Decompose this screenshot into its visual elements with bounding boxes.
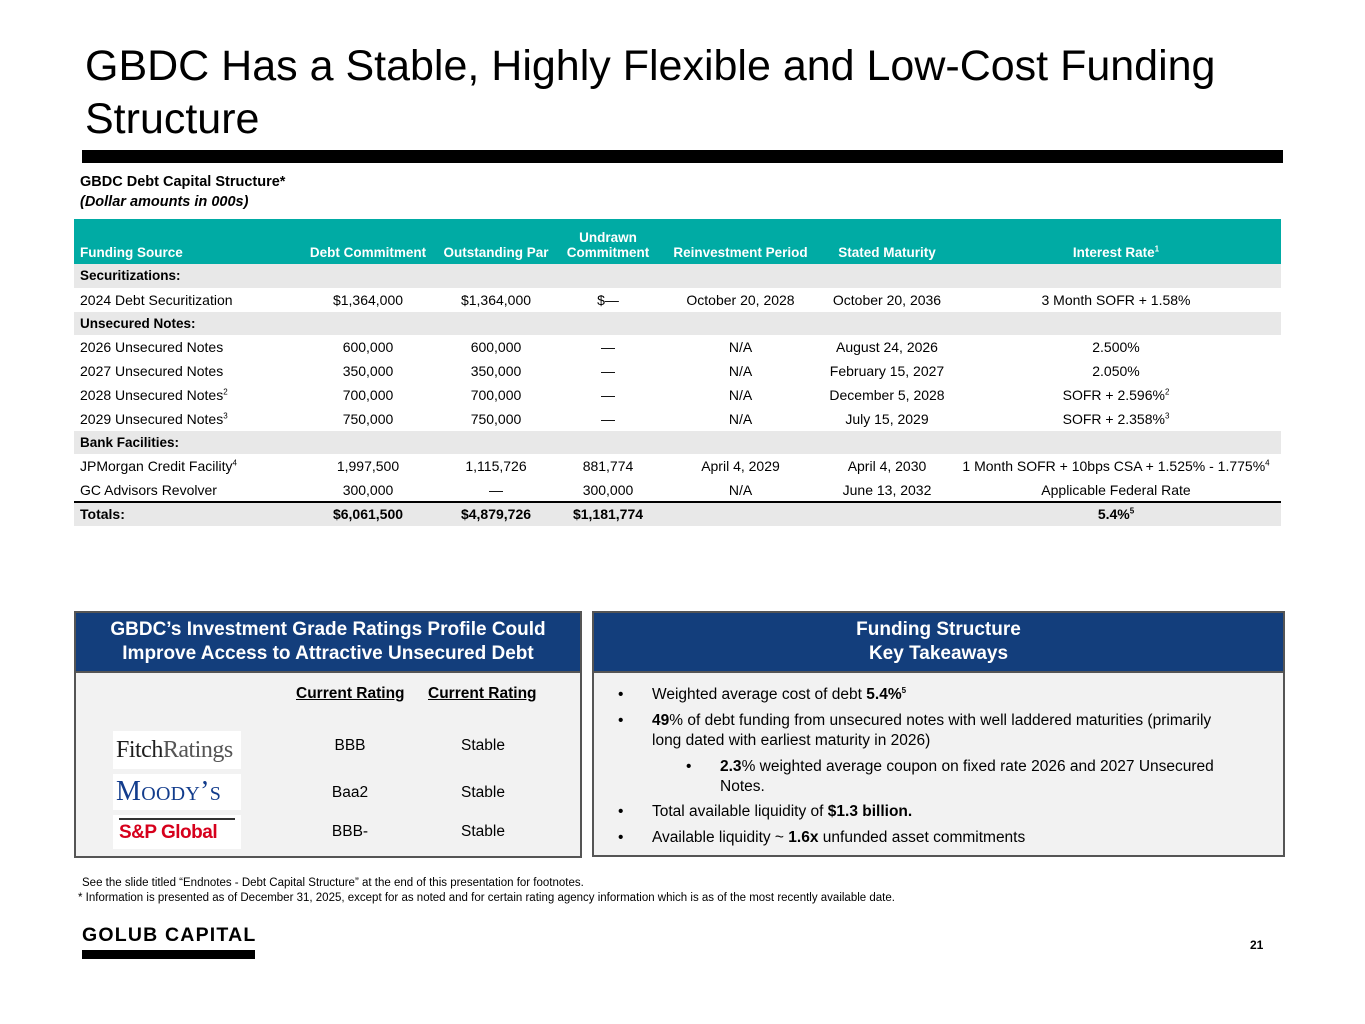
bullet-text: [652, 828, 1025, 848]
bullet-bold: $1.3 billion.: [827, 803, 913, 820]
section-subtitle: (Dollar amounts in 000s): [80, 194, 249, 210]
header-outstanding-par: Outstanding Par: [434, 219, 558, 264]
header-stated-maturity: Stated Maturity: [823, 219, 951, 264]
rate-label: 1 Month SOFR + 10bps CSA + 1.525% - 1.775%: [962, 458, 1266, 475]
footnote-ref: 3: [223, 411, 228, 421]
group-label: Bank Facilities:: [74, 431, 302, 455]
ratings-panel: [74, 611, 582, 858]
cell-commitment: 700,000: [342, 386, 394, 403]
bullet-bold: 5.4%: [866, 686, 902, 703]
table-row: [74, 335, 1281, 359]
cell-source: GC Advisors Revolver: [80, 481, 217, 498]
cell-undrawn: —: [601, 363, 615, 380]
cell-commitment: 350,000: [342, 363, 394, 380]
footnote-line-1: See the slide titled “Endnotes - Debt Capital Structure” at the end of this presentation for footnotes.: [82, 877, 584, 889]
bullet-bold: 49: [652, 712, 670, 729]
takeaways-panel-heading: [594, 613, 1283, 673]
totals-label: Totals:: [74, 502, 302, 526]
fitch-ratings-logo: [113, 731, 241, 769]
golub-capital-logo: GOLUB CAPITAL: [82, 924, 257, 946]
bullet-icon: •: [618, 712, 624, 729]
table-row: [74, 454, 1281, 478]
cell-undrawn: —: [601, 386, 615, 403]
bullet-text: [652, 711, 1211, 731]
totals-row: [74, 502, 1281, 526]
logo-underline: [82, 950, 255, 959]
bullet-continuation: Notes.: [720, 778, 765, 795]
cell-reinvestment: N/A: [728, 410, 753, 427]
table-header-row: [74, 219, 1281, 264]
bullet-icon: •: [618, 803, 624, 820]
footnote-ref: 5: [901, 685, 907, 695]
bullet-plain: Available liquidity ~: [652, 829, 789, 846]
bullet-icon: •: [618, 686, 624, 703]
cell-reinvestment: N/A: [728, 481, 753, 498]
bullet-text: [720, 757, 1214, 777]
cell-reinvestment: October 20, 2028: [686, 291, 795, 308]
bullet-icon: •: [686, 758, 692, 775]
cell-maturity: April 4, 2030: [847, 458, 927, 475]
takeaways-panel: [592, 611, 1285, 857]
bullet-plain: % weighted average coupon on fixed rate 2026 and 2027 Unsecured: [741, 758, 1214, 775]
outlook-column-header: Current Rating: [428, 685, 537, 702]
moodys-outlook: Stable: [461, 784, 505, 801]
cell-rate: 3 Month SOFR + 1.58%: [1041, 291, 1191, 308]
cell-outstanding: 350,000: [470, 363, 522, 380]
bullet-plain: Weighted average cost of debt: [652, 686, 867, 703]
table-row: [74, 288, 1281, 312]
cell-source: [74, 454, 302, 478]
cell-reinvestment: April 4, 2029: [701, 458, 780, 475]
total-outstanding: $4,879,726: [434, 502, 558, 526]
table-row: [74, 383, 1281, 407]
cell-maturity: August 24, 2026: [836, 339, 938, 356]
footnote-ref: 4: [232, 458, 237, 468]
cell-rate: Applicable Federal Rate: [1041, 481, 1191, 498]
group-label: Securitizations:: [74, 264, 302, 288]
bullet-plain: Total available liquidity of: [652, 803, 828, 820]
group-row-bank-facilities: [74, 431, 1281, 455]
cell-commitment: 1,997,500: [336, 458, 400, 475]
bullet-icon: •: [618, 829, 624, 846]
cell-outstanding: 750,000: [470, 410, 522, 427]
cell-rate: [951, 407, 1281, 431]
cell-outstanding: 700,000: [470, 386, 522, 403]
header-funding-source: Funding Source: [74, 219, 302, 264]
cell-source: 2026 Unsecured Notes: [80, 339, 224, 356]
sp-logo-rule: [119, 818, 235, 820]
moodys-logo: Moody’s: [113, 774, 241, 810]
table-row: [74, 407, 1281, 431]
footnote-ref: 1: [1154, 244, 1160, 254]
fitch-logo-word: Fitch: [116, 737, 163, 763]
footnote-ref: 5: [1129, 506, 1135, 516]
sp-outlook: Stable: [461, 823, 505, 840]
fitch-rating: BBB: [334, 737, 366, 754]
header-undrawn-line1: Undrawn: [579, 230, 637, 245]
sp-logo-text: S&P Global: [119, 822, 218, 843]
page-number: 21: [1250, 938, 1264, 952]
source-label: 2029 Unsecured Notes: [80, 410, 224, 427]
cell-maturity: December 5, 2028: [829, 386, 945, 403]
bullet-text: [652, 685, 906, 705]
table-row: [74, 359, 1281, 383]
table-row: [74, 478, 1281, 502]
footnote-ref: 3: [1164, 411, 1170, 421]
rate-label: SOFR + 2.358%: [1062, 410, 1165, 427]
cell-commitment: 300,000: [342, 481, 394, 498]
cell-undrawn: —: [601, 339, 615, 356]
cell-maturity: June 13, 2032: [842, 481, 932, 498]
bullet-text: [652, 802, 912, 822]
bullet-continuation: long dated with earliest maturity in 2026): [652, 732, 931, 749]
ratings-logo-word: Ratings: [162, 737, 233, 763]
cell-commitment: 750,000: [342, 410, 394, 427]
source-label: JPMorgan Credit Facility: [80, 458, 233, 475]
title-divider: [82, 150, 1283, 163]
cell-reinvestment: N/A: [728, 363, 753, 380]
cell-outstanding: $1,364,000: [460, 291, 532, 308]
moodys-rating: Baa2: [331, 784, 369, 801]
total-undrawn: $1,181,774: [558, 502, 658, 526]
cell-commitment: 600,000: [342, 339, 394, 356]
header-interest-rate: [951, 219, 1281, 264]
group-label: Unsecured Notes:: [74, 312, 302, 336]
header-interest-rate-label: Interest Rate: [1072, 245, 1155, 260]
debt-capital-table: [74, 219, 1281, 526]
footnote-ref: 2: [1164, 387, 1170, 397]
fitch-outlook: Stable: [461, 737, 505, 754]
group-row-unsecured-notes: [74, 312, 1281, 336]
cell-source: [74, 383, 302, 407]
cell-outstanding: 1,115,726: [465, 458, 527, 475]
cell-rate: [951, 383, 1281, 407]
section-title: GBDC Debt Capital Structure*: [80, 174, 286, 190]
header-reinvestment-period: Reinvestment Period: [658, 219, 823, 264]
cell-maturity: July 15, 2029: [845, 410, 929, 427]
cell-commitment: $1,364,000: [332, 291, 404, 308]
cell-reinvestment: N/A: [728, 339, 753, 356]
cell-source: [74, 407, 302, 431]
bullet-plain: % of debt funding from unsecured notes with well laddered maturities (primarily: [669, 712, 1212, 729]
cell-source: 2024 Debt Securitization: [80, 291, 233, 308]
total-rate: [951, 502, 1281, 526]
cell-maturity: February 15, 2027: [829, 363, 945, 380]
source-label: 2028 Unsecured Notes: [80, 386, 224, 403]
header-undrawn-commitment: [558, 219, 658, 264]
cell-undrawn: 300,000: [582, 481, 634, 498]
cell-rate: 2.050%: [1092, 363, 1140, 380]
sp-rating: BBB-: [331, 823, 369, 840]
footnote-ref: 2: [223, 387, 228, 397]
bullet-bold: 1.6x: [788, 829, 819, 846]
rate-label: SOFR + 2.596%: [1062, 386, 1165, 403]
takeaways-heading-line2: Key Takeaways: [868, 643, 1009, 664]
cell-reinvestment: N/A: [728, 386, 753, 403]
cell-outstanding: —: [489, 481, 503, 498]
cell-rate: [951, 454, 1281, 478]
ratings-heading-line1: GBDC’s Investment Grade Ratings Profile Could: [110, 619, 546, 640]
ratings-heading-line2: Improve Access to Attractive Unsecured Debt: [122, 643, 534, 664]
cell-undrawn: 881,774: [582, 458, 634, 475]
page-title: GBDC Has a Stable, Highly Flexible and Low-Cost Funding Structure: [85, 42, 1216, 143]
cell-undrawn: —: [601, 410, 615, 427]
sp-global-logo: [113, 815, 241, 849]
cell-rate: 2.500%: [1092, 339, 1140, 356]
ratings-panel-heading: [76, 613, 580, 673]
cell-maturity: October 20, 2036: [832, 291, 942, 308]
cell-outstanding: 600,000: [470, 339, 522, 356]
takeaways-heading-line1: Funding Structure: [856, 619, 1021, 640]
header-debt-commitment: Debt Commitment: [302, 219, 434, 264]
footnote-ref: 4: [1265, 458, 1270, 468]
group-row-securitizations: [74, 264, 1281, 288]
rating-column-header: Current Rating: [296, 685, 405, 702]
total-commitment: $6,061,500: [302, 502, 434, 526]
cell-undrawn: $—: [597, 291, 619, 308]
header-undrawn-line2: Commitment: [566, 245, 650, 260]
total-rate-label: 5.4%: [1097, 506, 1130, 523]
bullet-plain-tail: unfunded asset commitments: [818, 829, 1026, 846]
footnote-line-2: * Information is presented as of December 31, 2025, except for as noted and for certain rating agency information which is as of the most recently available date.: [78, 892, 895, 904]
cell-source: 2027 Unsecured Notes: [80, 363, 224, 380]
bullet-bold: 2.3: [720, 758, 742, 775]
